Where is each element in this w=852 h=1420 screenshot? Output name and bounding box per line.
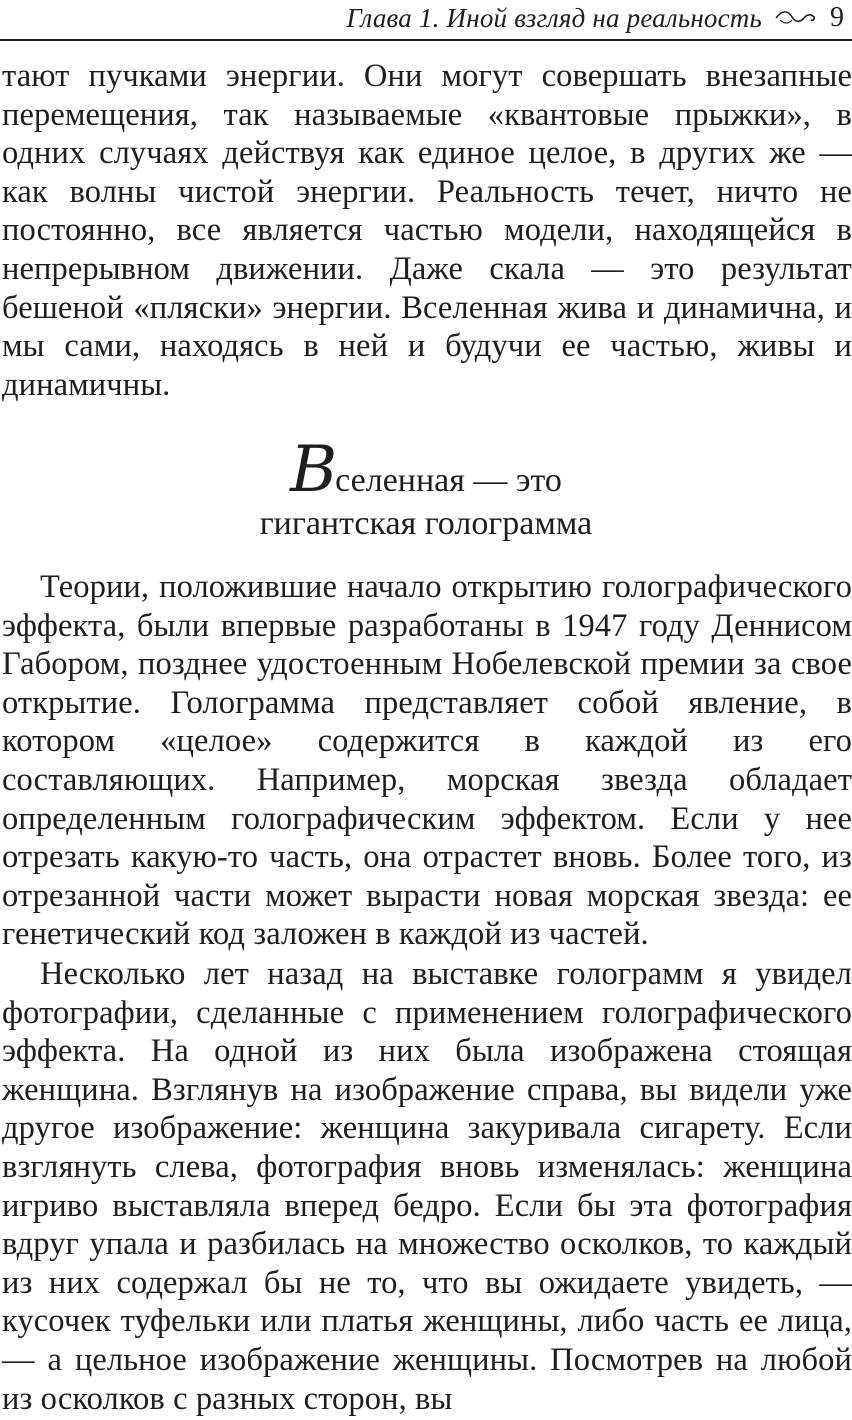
swirl-ornament-icon xyxy=(774,8,818,28)
chapter-number: Глава 1. xyxy=(346,2,440,33)
section-heading-line2: гигантская голограмма xyxy=(259,505,593,542)
chapter-title xyxy=(346,3,762,34)
paragraph-text: Теории, положившие начало открытию голографического эффекта, были впервые разработаны в 1947 году Деннисом Габором, позднее удостоенным Нобелевской премии за свое открытие. Голограмма представляет собой явление, в котором «целое» содержится в каждой из его составляющих. Например, морская звезда обладает определенным голографическим эффектом. Если у нее отрезать какую-то часть, она отрастет вновь. Более того, из отрезанной части может вырасти новая морская звезда: ее генетический код заложен в каждой из частей. xyxy=(2,569,852,953)
paragraph-1 xyxy=(2,568,852,954)
chapter-name: Иной взгляд на реальность xyxy=(446,2,762,33)
page-number: 9 xyxy=(830,2,844,33)
paragraph-continuation xyxy=(2,57,852,404)
drop-cap: В xyxy=(290,433,338,507)
paragraph-text: Несколько лет назад на выставке голограмм я увидел фотографии, сделанные с применением голографического эффекта. На одной из них была изображена стоящая женщина. Взглянув на изображение справа, вы видели уже другое изображение: женщина закуривала сигарету. Если взглянуть слева, фотография вновь изменялась: женщина игриво выставляла вперед бедро. Если бы эта фотография вдруг упала и разбилась на множество осколков, то каждый из них содержал бы не то, что вы ожидаете увидеть, — кусочек туфельки или платья женщины, либо часть ее лица, — а цельное изображение женщины. Посмотрев на любой из осколков с разных сторон, вы xyxy=(2,956,852,1417)
paragraph-text: тают пучками энергии. Они могут совершать внезапные перемещения, так называемые «квантовые прыжки», в одних случаях действуя как единое целое, в других же — как волны чистой энергии. Реальность течет, ничто не постоянно, все является частью модели, находящейся в непрерывном движении. Даже скала — это результат бешеной «пляски» энергии. Вселенная жива и динамична, и мы сами, находясь в ней и будучи ее частью, живы и динамичны. xyxy=(2,58,852,403)
section-heading xyxy=(0,433,852,544)
section-heading-line1 xyxy=(0,433,852,507)
running-head xyxy=(0,0,844,36)
section-heading-line1-text: селенная — это xyxy=(335,462,562,499)
paragraph-2 xyxy=(2,955,852,1418)
header-rule xyxy=(0,39,852,41)
